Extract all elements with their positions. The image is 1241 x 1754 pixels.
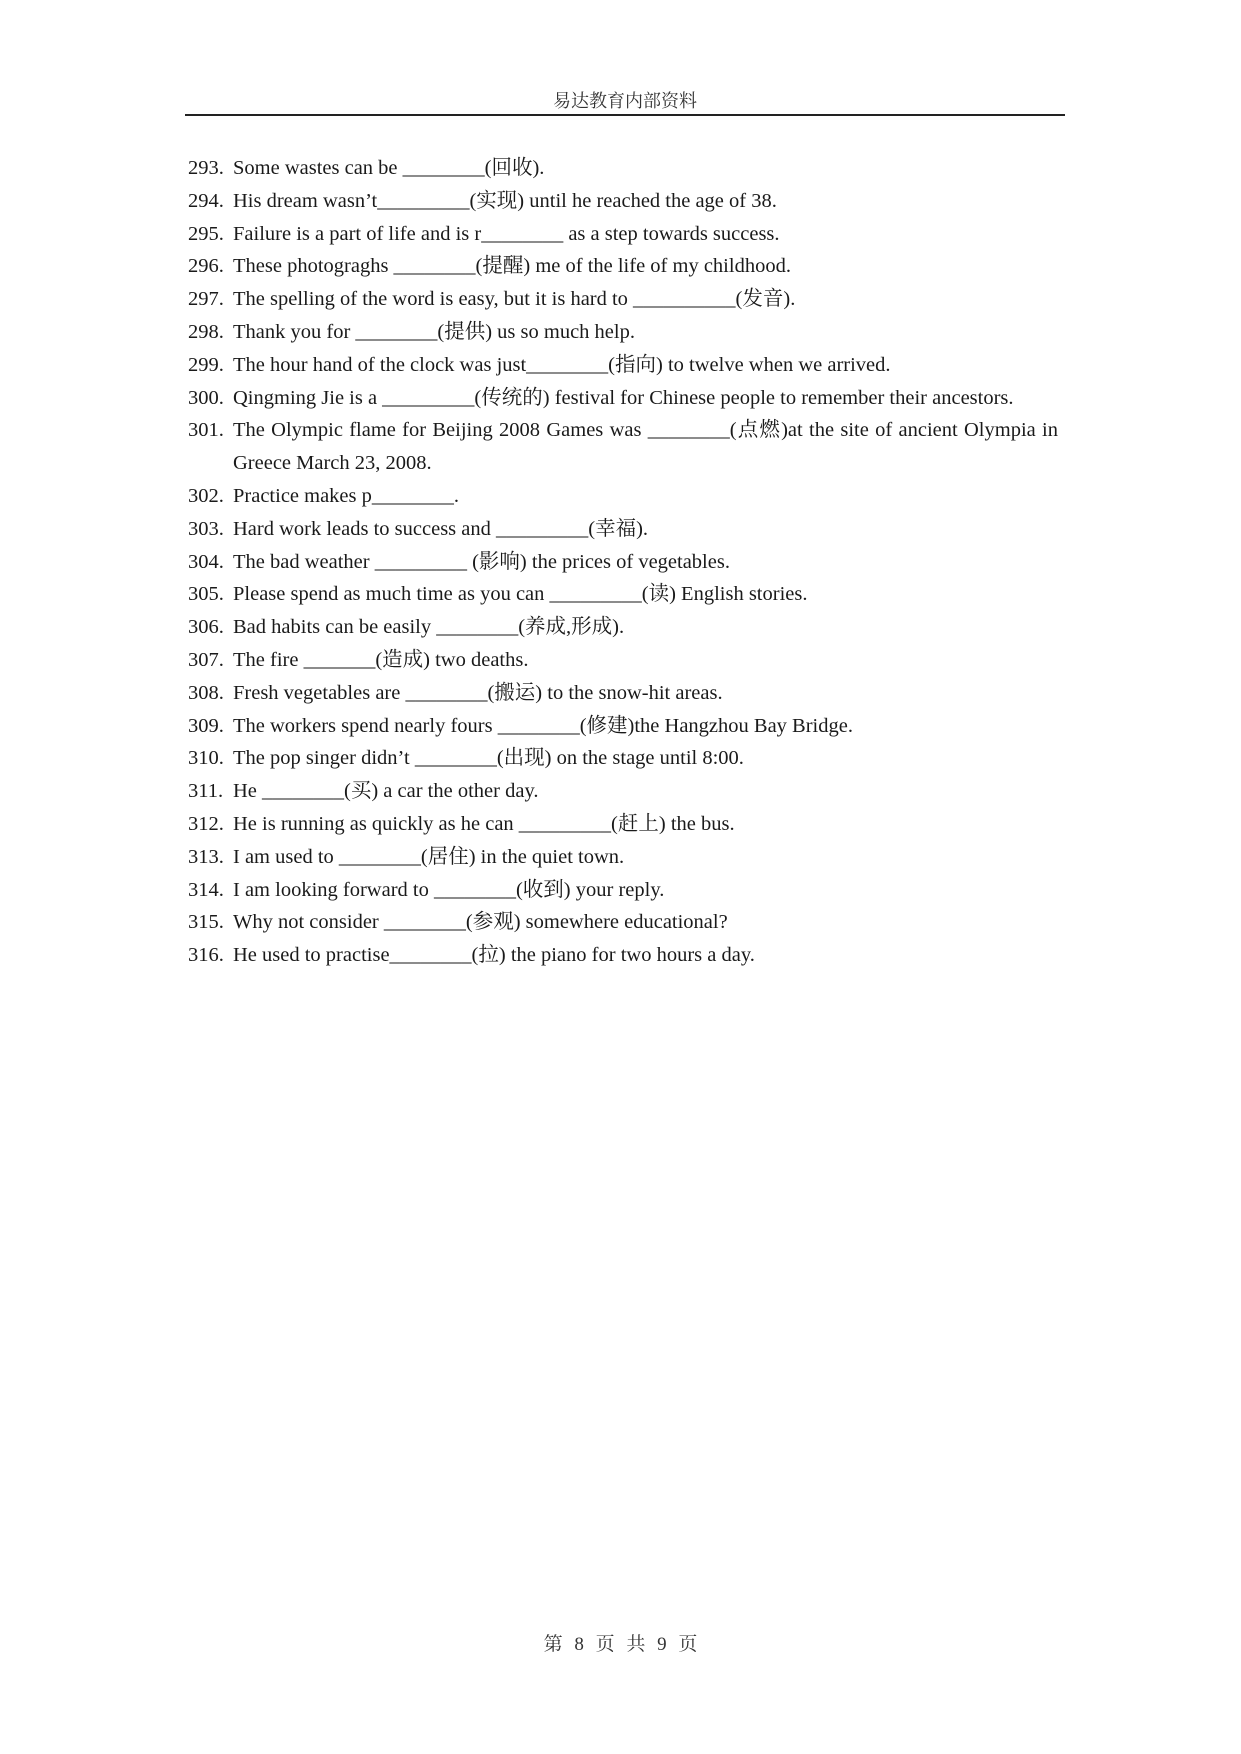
question-text: The pop singer didn’t ________(出现) on the stage until 8:00. xyxy=(233,747,744,770)
question-number: 299. xyxy=(188,353,224,376)
question-text: The Olympic flame for Beijing 2008 Games was ________(点燃)at the site of ancient Olympia in Greece March 23, 2008. xyxy=(233,419,1064,475)
question-number: 312. xyxy=(188,812,224,835)
question-text: His dream wasn’t_________(实现) until he reached the age of 38. xyxy=(233,189,777,212)
question-item xyxy=(188,218,1058,251)
question-text: I am looking forward to ________(收到) your reply. xyxy=(233,878,665,901)
question-number: 308. xyxy=(188,681,224,704)
question-text: Please spend as much time as you can _________(读) English stories. xyxy=(233,583,808,606)
question-item xyxy=(188,250,1058,283)
question-number: 303. xyxy=(188,517,224,540)
question-number: 315. xyxy=(188,911,224,934)
question-number: 298. xyxy=(188,320,224,343)
question-number: 294. xyxy=(188,189,224,212)
question-item xyxy=(188,939,1058,972)
question-item xyxy=(188,546,1058,579)
question-item xyxy=(188,644,1058,677)
question-item xyxy=(188,611,1058,644)
question-number: 307. xyxy=(188,648,224,671)
question-text: Some wastes can be ________(回收). xyxy=(233,157,545,179)
question-text: Thank you for ________(提供) us so much help. xyxy=(233,320,635,343)
question-text: Why not consider ________(参观) somewhere educational? xyxy=(233,911,728,934)
question-item xyxy=(188,382,1058,415)
question-text: He is running as quickly as he can _________(赶上) the bus. xyxy=(233,812,735,835)
question-number: 297. xyxy=(188,288,224,311)
question-text: Fresh vegetables are ________(搬运) to the snow-hit areas. xyxy=(233,681,723,704)
page-footer xyxy=(0,1630,1241,1660)
page-header xyxy=(185,86,1065,116)
question-item xyxy=(188,742,1058,775)
question-number: 306. xyxy=(188,616,224,639)
question-number: 309. xyxy=(188,714,224,737)
question-item xyxy=(188,152,1058,185)
question-item xyxy=(188,874,1058,907)
page-number-label: 第 8 页 共 9 页 xyxy=(543,1634,698,1655)
question-item xyxy=(188,513,1058,546)
question-text: The spelling of the word is easy, but it is hard to __________(发音). xyxy=(233,288,796,311)
header-title: 易达教育内部资料 xyxy=(553,91,697,111)
question-text: The hour hand of the clock was just________(指向) to twelve when we arrived. xyxy=(233,353,891,376)
question-item xyxy=(188,349,1058,382)
question-number: 314. xyxy=(188,878,224,901)
question-number: 302. xyxy=(188,484,224,507)
question-text: The fire _______(造成) two deaths. xyxy=(233,648,529,671)
question-number: 316. xyxy=(188,944,224,967)
question-item xyxy=(188,316,1058,349)
question-number: 305. xyxy=(188,583,224,606)
question-number: 293. xyxy=(188,157,224,179)
question-list xyxy=(188,152,1064,972)
question-item xyxy=(188,808,1058,841)
question-text: Practice makes p________. xyxy=(233,484,460,507)
question-item xyxy=(188,710,1058,743)
question-number: 296. xyxy=(188,255,224,278)
question-item xyxy=(188,414,1064,480)
question-number: 310. xyxy=(188,747,224,770)
question-number: 311. xyxy=(188,780,224,803)
question-text: The workers spend nearly fours ________(修建)the Hangzhou Bay Bridge. xyxy=(233,714,853,737)
question-text: He ________(买) a car the other day. xyxy=(233,780,539,803)
question-text: I am used to ________(居住) in the quiet town. xyxy=(233,845,625,868)
question-item xyxy=(188,677,1058,710)
question-number: 313. xyxy=(188,845,224,868)
question-text: These photograghs ________(提醒) me of the life of my childhood. xyxy=(233,255,791,278)
question-text: Qingming Jie is a _________(传统的) festival for Chinese people to remember their ancestors. xyxy=(233,386,1014,409)
question-text: He used to practise________(拉) the piano for two hours a day. xyxy=(233,944,755,967)
question-number: 295. xyxy=(188,222,224,245)
question-item xyxy=(188,578,1058,611)
question-number: 300. xyxy=(188,386,224,409)
question-item xyxy=(188,480,1058,513)
question-text: Bad habits can be easily ________(养成,形成). xyxy=(233,616,625,639)
question-item xyxy=(188,185,1058,218)
question-text: Hard work leads to success and _________(幸福). xyxy=(233,517,649,540)
question-number: 304. xyxy=(188,550,224,573)
question-item xyxy=(188,283,1058,316)
question-number: 301. xyxy=(188,419,224,442)
question-text: The bad weather _________ (影响) the prices of vegetables. xyxy=(233,550,730,573)
question-item xyxy=(188,906,1058,939)
question-item xyxy=(188,841,1058,874)
question-text: Failure is a part of life and is r________ as a step towards success. xyxy=(233,222,780,245)
question-item xyxy=(188,775,1058,808)
